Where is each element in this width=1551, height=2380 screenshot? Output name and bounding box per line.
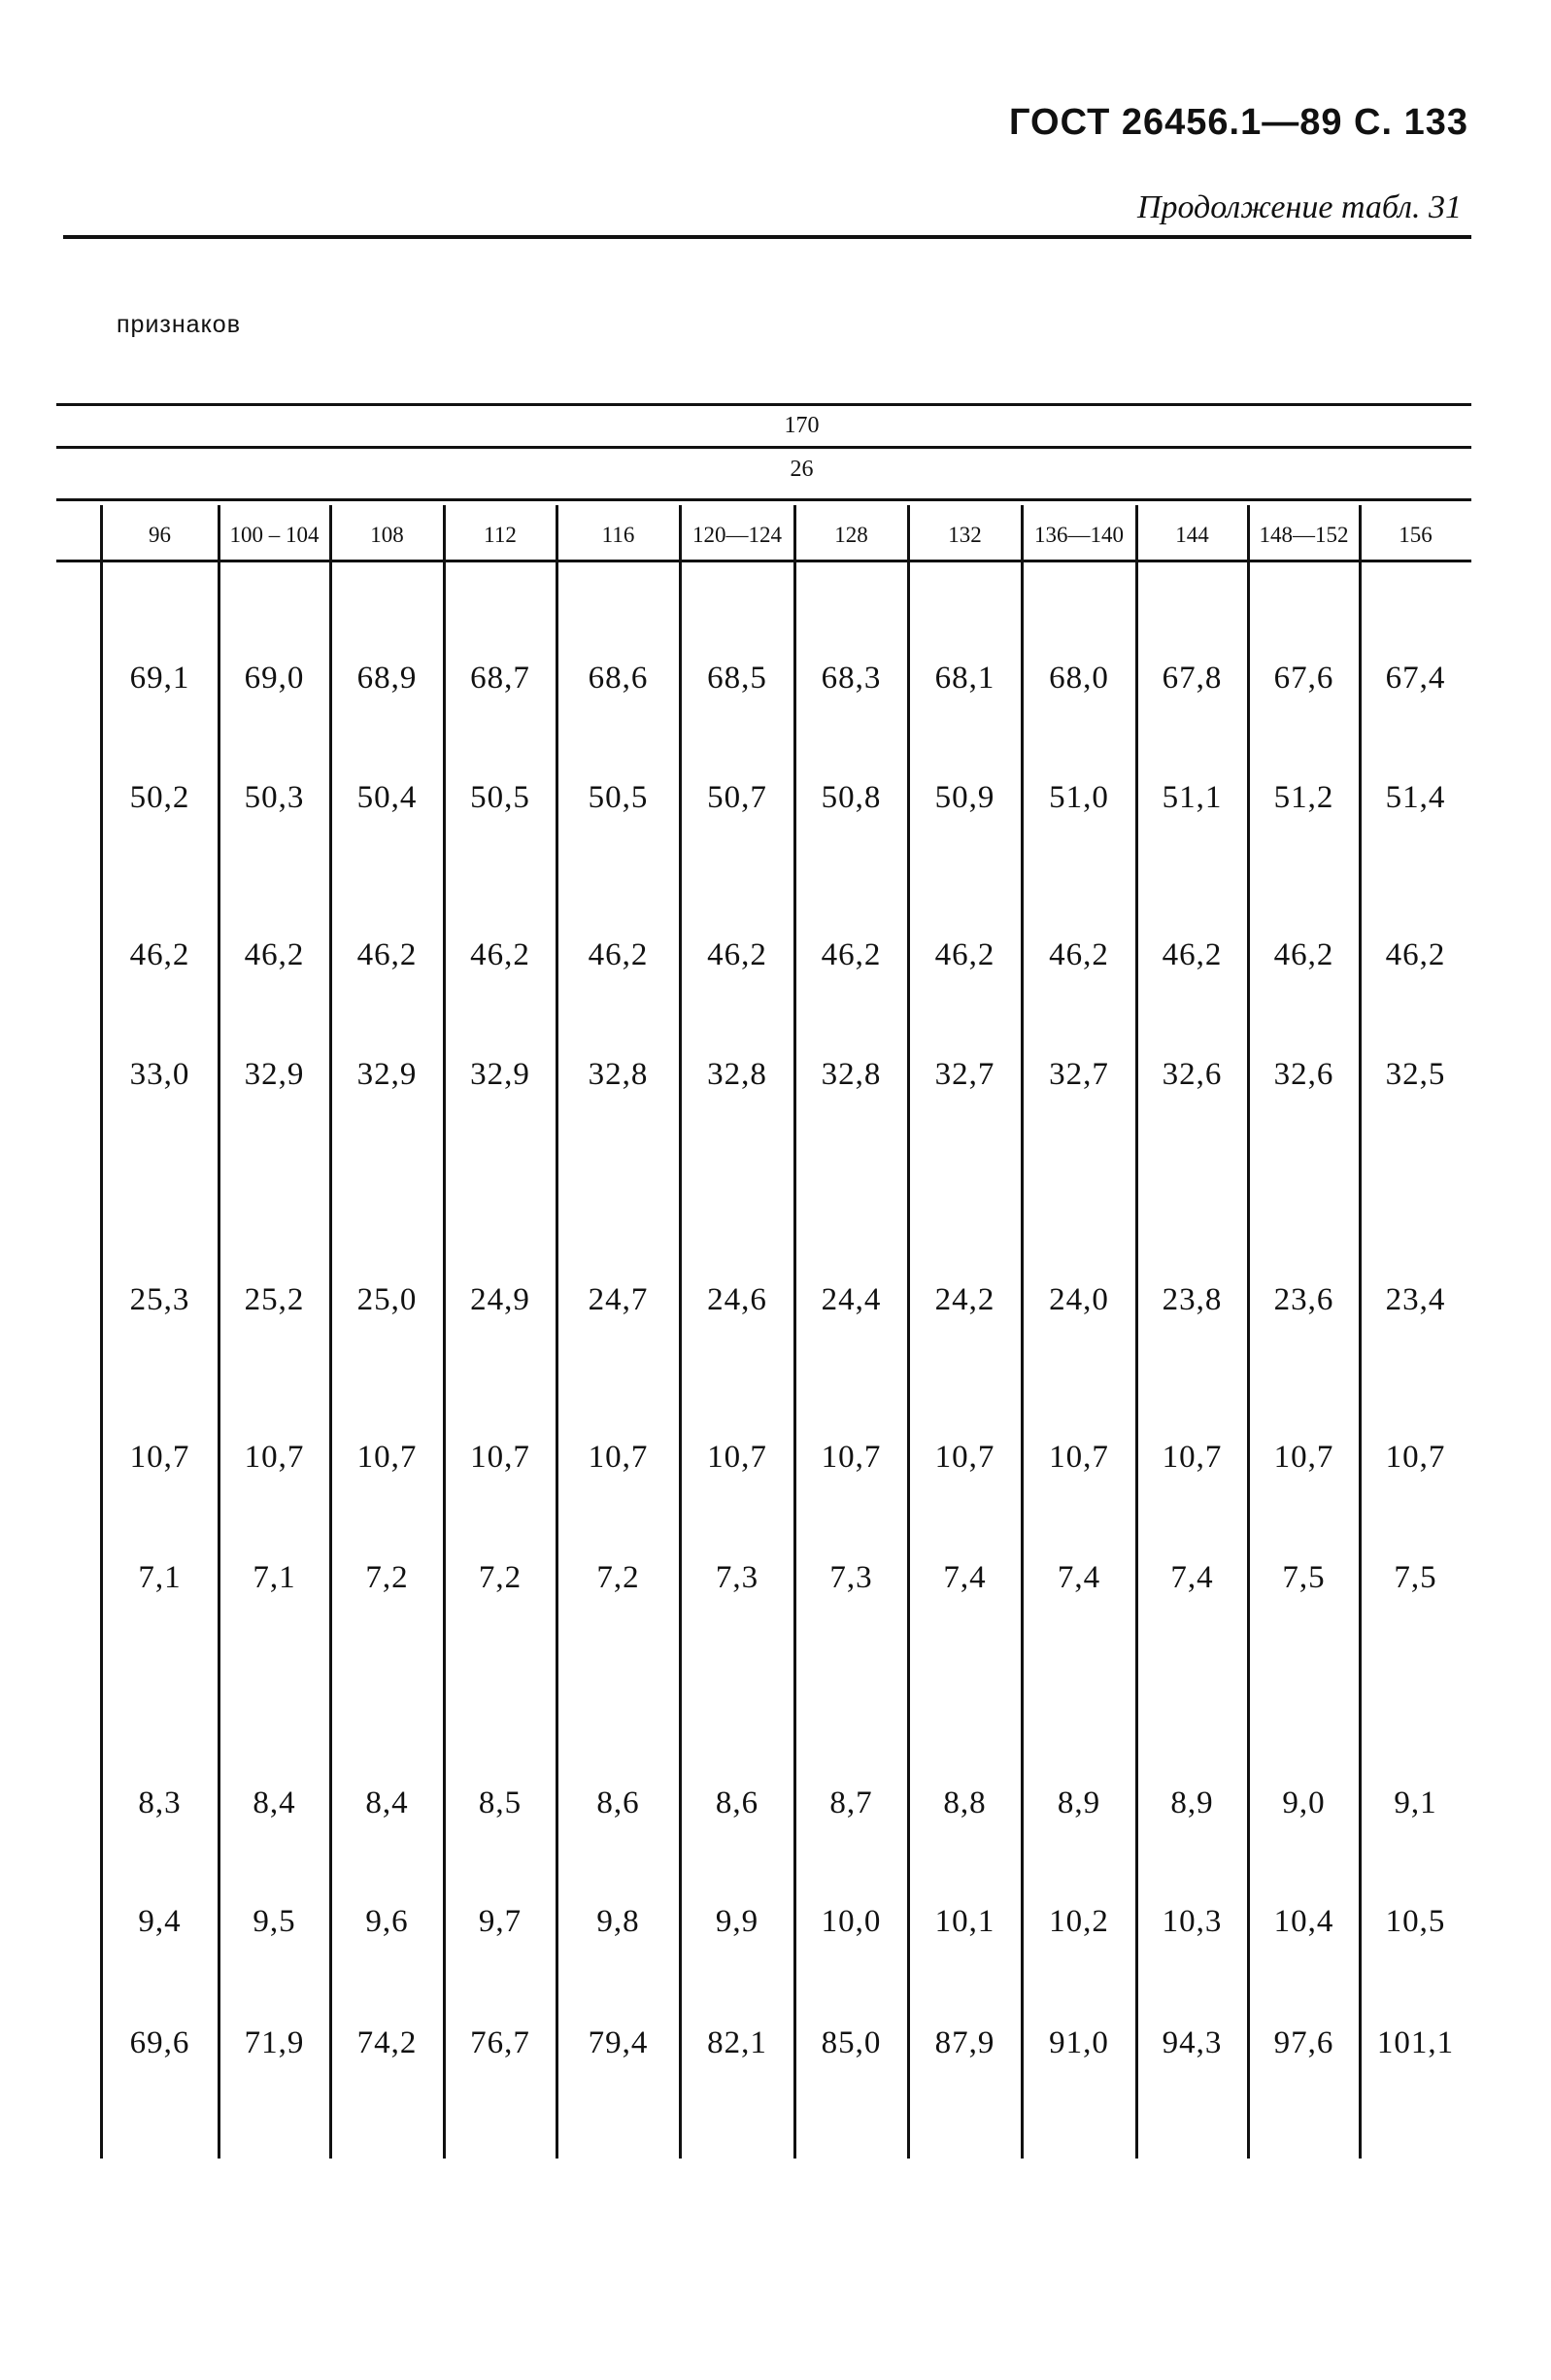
table-cell: 10,7 — [707, 1440, 767, 1475]
table-cell: 7,4 — [1170, 1560, 1214, 1595]
table-cell: 32,7 — [934, 1057, 995, 1092]
table-cell: 50,8 — [821, 780, 882, 815]
table-cell: 33,0 — [129, 1057, 190, 1092]
table-cell: 25,0 — [356, 1282, 418, 1317]
table-cell: 10,7 — [1049, 1440, 1109, 1475]
table-cell: 8,3 — [138, 1785, 182, 1820]
table-cell: 50,7 — [707, 780, 767, 815]
table-cell: 10,7 — [244, 1440, 305, 1475]
table-cell: 51,1 — [1162, 780, 1223, 815]
table-cell: 10,7 — [1162, 1440, 1223, 1475]
table-cell: 68,6 — [588, 661, 649, 696]
table-cell: 9,5 — [253, 1904, 296, 1939]
table-cell: 46,2 — [1162, 937, 1223, 972]
column-header: 132 — [948, 523, 982, 547]
table-cell: 9,8 — [596, 1904, 640, 1939]
table-cell: 8,9 — [1057, 1785, 1101, 1820]
table-cell: 10,4 — [1273, 1904, 1334, 1939]
table-rule-group — [56, 446, 1471, 449]
column-header: 108 — [370, 523, 404, 547]
table-cell: 46,2 — [356, 937, 418, 972]
table-cell: 24,0 — [1049, 1282, 1109, 1317]
table-cell: 46,2 — [470, 937, 530, 972]
table-cell: 10,1 — [934, 1904, 995, 1939]
table-cell: 46,2 — [588, 937, 649, 972]
table-rule-columns — [56, 560, 1471, 562]
column-header: 112 — [484, 523, 517, 547]
table-cell: 7,1 — [138, 1560, 182, 1595]
table-cell: 46,2 — [129, 937, 190, 972]
table-cell: 9,1 — [1394, 1785, 1437, 1820]
table-cell: 32,7 — [1049, 1057, 1109, 1092]
side-label: признаков — [117, 311, 241, 338]
table-cell: 68,0 — [1049, 661, 1109, 696]
table-cell: 8,4 — [365, 1785, 409, 1820]
column-header: 136—140 — [1034, 523, 1124, 547]
table-cell: 8,6 — [715, 1785, 759, 1820]
table-cell: 32,6 — [1162, 1057, 1223, 1092]
table-cell: 51,4 — [1385, 780, 1446, 815]
table-cell: 10,7 — [588, 1440, 649, 1475]
top-rule — [63, 235, 1471, 239]
table-cell: 24,7 — [588, 1282, 649, 1317]
table-cell: 7,3 — [715, 1560, 759, 1595]
table-cell: 25,3 — [129, 1282, 190, 1317]
table-cell: 7,4 — [943, 1560, 987, 1595]
table-cell: 7,5 — [1282, 1560, 1326, 1595]
table-cell: 32,8 — [707, 1057, 767, 1092]
column-header: 96 — [149, 523, 171, 547]
table-cell: 74,2 — [356, 2025, 418, 2060]
column-header: 144 — [1175, 523, 1209, 547]
table-cell: 71,9 — [244, 2025, 305, 2060]
table-cell: 51,2 — [1273, 780, 1334, 815]
column-header: 100 – 104 — [229, 523, 320, 547]
table-cell: 97,6 — [1273, 2025, 1334, 2060]
table-cell: 46,2 — [821, 937, 882, 972]
table-cell: 68,1 — [934, 661, 995, 696]
table-cell: 46,2 — [707, 937, 767, 972]
table-cell: 24,2 — [934, 1282, 995, 1317]
table-cell: 101,1 — [1376, 2025, 1455, 2060]
table-cell: 87,9 — [934, 2025, 995, 2060]
column-header: 116 — [601, 523, 635, 547]
table-cell: 24,4 — [821, 1282, 882, 1317]
table-cell: 10,0 — [821, 1904, 882, 1939]
table-cell: 32,8 — [821, 1057, 882, 1092]
table-cell: 46,2 — [244, 937, 305, 972]
table-cell: 79,4 — [588, 2025, 649, 2060]
table-cell: 8,6 — [596, 1785, 640, 1820]
table-cell: 94,3 — [1162, 2025, 1223, 2060]
table-cell: 9,9 — [715, 1904, 759, 1939]
table-cell: 68,3 — [821, 661, 882, 696]
table-cell: 10,5 — [1385, 1904, 1446, 1939]
table-cell: 68,5 — [707, 661, 767, 696]
table-continuation-label: Продолжение табл. 31 — [1136, 189, 1462, 225]
table-rule-subgroup — [56, 498, 1471, 501]
table-cell: 69,6 — [129, 2025, 190, 2060]
table-cell: 10,7 — [821, 1440, 882, 1475]
table-cell: 7,1 — [253, 1560, 296, 1595]
page-header: ГОСТ 26456.1—89 С. 133 — [1008, 102, 1468, 143]
table-cell: 7,3 — [829, 1560, 873, 1595]
table-cell: 10,7 — [470, 1440, 530, 1475]
table-cell: 68,7 — [470, 661, 530, 696]
table-cell: 50,5 — [588, 780, 649, 815]
table-cell: 8,9 — [1170, 1785, 1214, 1820]
table-cell: 10,7 — [1273, 1440, 1334, 1475]
column-header: 156 — [1399, 523, 1433, 547]
table-cell: 67,4 — [1385, 661, 1446, 696]
table-cell: 46,2 — [934, 937, 995, 972]
table-cell: 7,2 — [478, 1560, 523, 1595]
table-cell: 68,9 — [356, 661, 418, 696]
table-cell: 46,2 — [1049, 937, 1109, 972]
table-cell: 8,4 — [253, 1785, 296, 1820]
table-cell: 7,2 — [596, 1560, 640, 1595]
table-cell: 10,3 — [1162, 1904, 1223, 1939]
column-header: 148—152 — [1259, 523, 1349, 547]
table-cell: 51,0 — [1049, 780, 1109, 815]
table-cell: 24,6 — [707, 1282, 767, 1317]
table-cell: 82,1 — [707, 2025, 767, 2060]
table-cell: 7,5 — [1394, 1560, 1437, 1595]
table-cell: 8,8 — [943, 1785, 987, 1820]
table-cell: 50,5 — [470, 780, 530, 815]
column-header: 128 — [834, 523, 868, 547]
subgroup-header: 26 — [790, 457, 814, 482]
table-cell: 69,0 — [244, 661, 305, 696]
table-cell: 32,9 — [470, 1057, 530, 1092]
table-cell: 32,6 — [1273, 1057, 1334, 1092]
table-cell: 32,5 — [1385, 1057, 1446, 1092]
table-cell: 10,7 — [1385, 1440, 1446, 1475]
table-cell: 10,2 — [1049, 1904, 1109, 1939]
table-rule-top — [56, 403, 1471, 406]
table-cell: 9,7 — [478, 1904, 523, 1939]
table-cell: 46,2 — [1385, 937, 1446, 972]
table-cell: 10,7 — [934, 1440, 995, 1475]
table-cell: 50,4 — [356, 780, 418, 815]
table-cell: 8,5 — [478, 1785, 523, 1820]
table-cell: 32,9 — [356, 1057, 418, 1092]
table-cell: 10,7 — [129, 1440, 190, 1475]
table-cell: 23,8 — [1162, 1282, 1223, 1317]
table-cell: 25,2 — [244, 1282, 305, 1317]
table-cell: 67,6 — [1273, 661, 1334, 696]
table-cell: 91,0 — [1049, 2025, 1109, 2060]
table-cell: 9,4 — [138, 1904, 182, 1939]
table-cell: 50,2 — [129, 780, 190, 815]
table-cell: 7,2 — [365, 1560, 409, 1595]
table-cell: 8,7 — [829, 1785, 873, 1820]
column-header: 120—124 — [692, 523, 782, 547]
table-cell: 67,8 — [1162, 661, 1223, 696]
table-cell: 76,7 — [470, 2025, 530, 2060]
table-cell: 50,9 — [934, 780, 995, 815]
table-cell: 10,7 — [356, 1440, 418, 1475]
group-header: 170 — [784, 413, 820, 438]
table-cell: 9,6 — [365, 1904, 409, 1939]
table-cell: 7,4 — [1057, 1560, 1101, 1595]
table-cell: 85,0 — [821, 2025, 882, 2060]
table-cell: 23,4 — [1385, 1282, 1446, 1317]
table-cell: 32,8 — [588, 1057, 649, 1092]
table-cell: 23,6 — [1273, 1282, 1334, 1317]
table-cell: 69,1 — [129, 661, 190, 696]
table-cell: 24,9 — [470, 1282, 530, 1317]
table-cell: 9,0 — [1282, 1785, 1326, 1820]
table-cell: 46,2 — [1273, 937, 1334, 972]
table-cell: 50,3 — [244, 780, 305, 815]
table-cell: 32,9 — [244, 1057, 305, 1092]
